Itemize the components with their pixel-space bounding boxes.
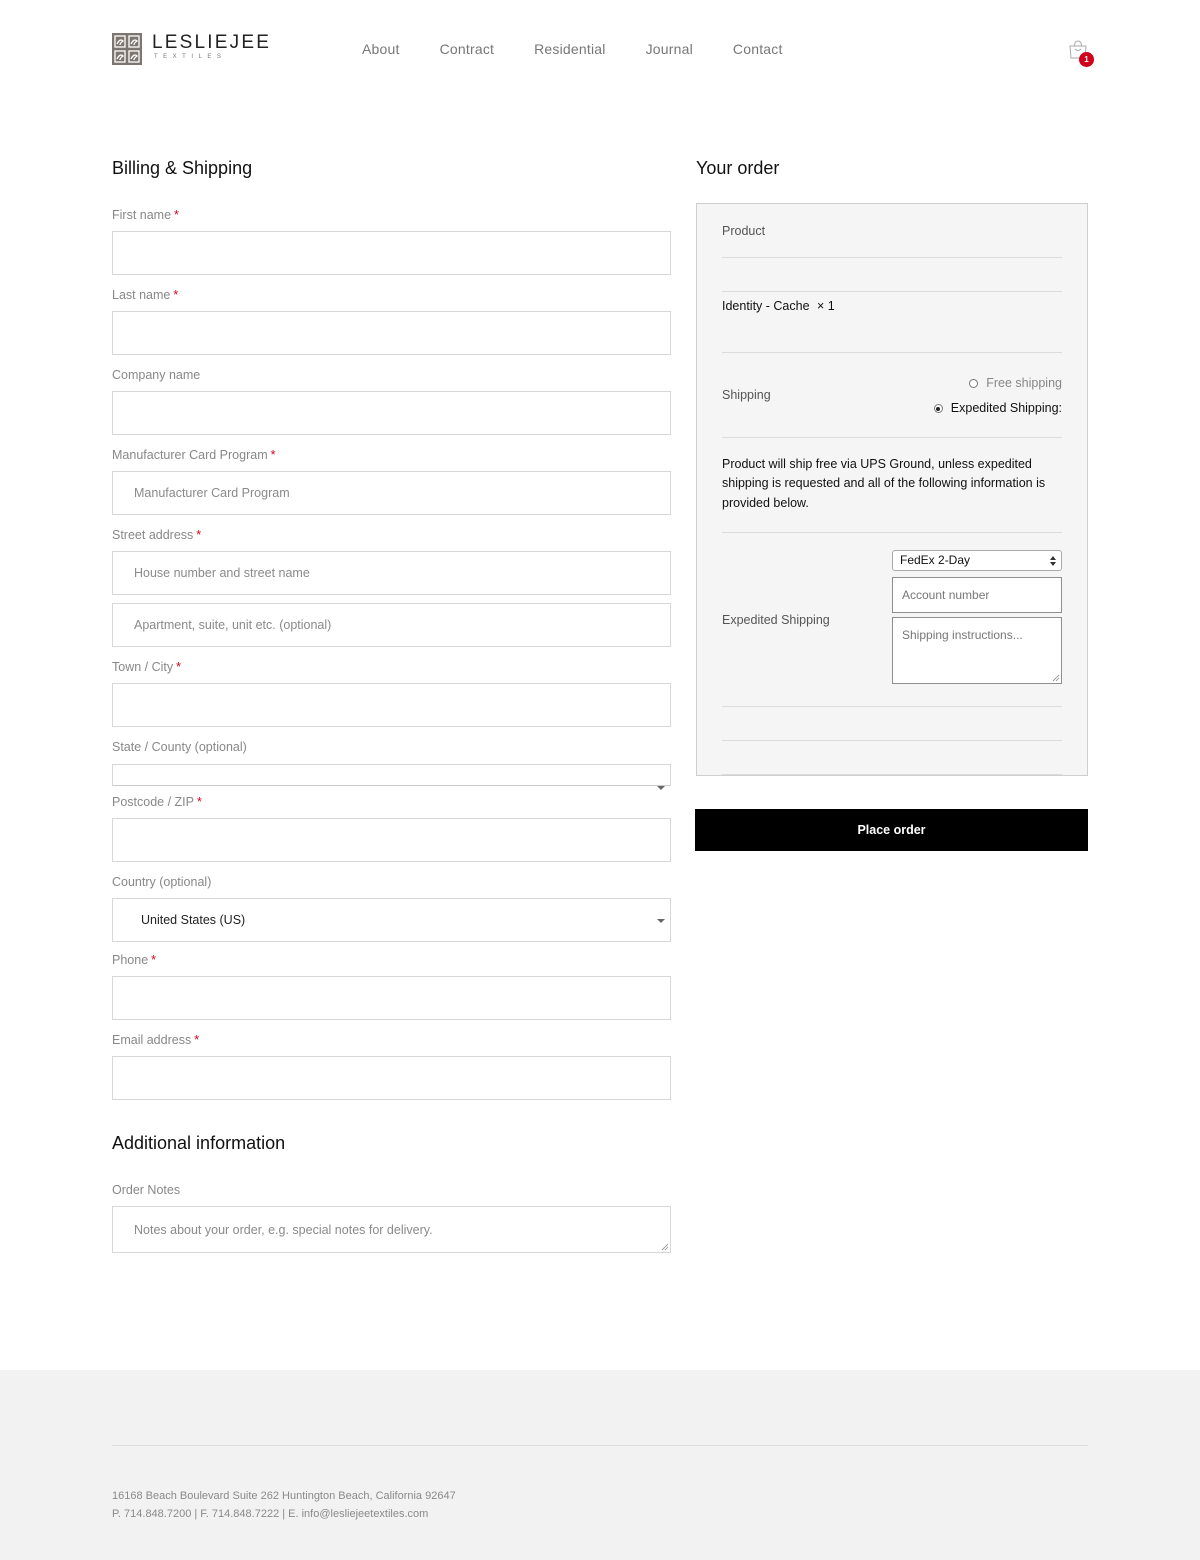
city-input[interactable] bbox=[112, 683, 671, 727]
shipping-notice: Product will ship free via UPS Ground, unless expedited shipping is requested and all of the following information is provided below. bbox=[722, 457, 1046, 510]
order-notes-placeholder: Notes about your order, e.g. special notes for delivery. bbox=[134, 1222, 433, 1237]
required-mark: * bbox=[196, 795, 202, 809]
country-value: United States (US) bbox=[141, 913, 246, 927]
postcode-input[interactable] bbox=[112, 818, 671, 862]
free-shipping-option[interactable] bbox=[969, 375, 1062, 391]
email-input[interactable] bbox=[112, 1056, 671, 1100]
carrier-select[interactable] bbox=[892, 550, 1062, 571]
item-quantity: × 1 bbox=[817, 299, 835, 313]
account-number-input[interactable]: Account number bbox=[892, 577, 1062, 613]
cart-button[interactable] bbox=[1068, 40, 1096, 68]
divider bbox=[722, 291, 1062, 292]
country-select[interactable] bbox=[112, 898, 671, 942]
required-mark: * bbox=[270, 448, 276, 462]
shipping-instructions-placeholder: Shipping instructions... bbox=[902, 628, 1023, 642]
order-notes-textarea[interactable] bbox=[112, 1206, 671, 1253]
footer-divider bbox=[112, 1445, 1088, 1446]
mcp-label-text: Manufacturer Card Program bbox=[112, 448, 268, 462]
street-address-1-input[interactable]: House number and street name bbox=[112, 551, 671, 595]
radio-free-shipping[interactable] bbox=[969, 379, 978, 388]
nav-about[interactable]: About bbox=[362, 41, 400, 57]
shipping-instructions-textarea[interactable] bbox=[892, 617, 1062, 684]
site-footer bbox=[0, 1370, 1200, 1560]
state-select[interactable] bbox=[112, 764, 671, 786]
phone-input[interactable] bbox=[112, 976, 671, 1020]
required-mark: * bbox=[194, 1033, 200, 1047]
expedited-shipping-label: Expedited Shipping bbox=[722, 613, 830, 627]
divider bbox=[722, 532, 1062, 533]
first-name-input[interactable] bbox=[112, 231, 671, 275]
email-label bbox=[112, 1032, 199, 1048]
postcode-label-text: Postcode / ZIP bbox=[112, 795, 194, 809]
last-name-input[interactable] bbox=[112, 311, 671, 355]
required-mark: * bbox=[196, 528, 202, 542]
required-mark: * bbox=[176, 660, 182, 674]
order-notes-label: Order Notes bbox=[112, 1183, 181, 1197]
nav-journal[interactable]: Journal bbox=[645, 41, 693, 57]
shipping-label: Shipping bbox=[722, 388, 771, 402]
email-label-text: Email address bbox=[112, 1033, 192, 1047]
order-item bbox=[722, 298, 835, 314]
footer-address: 16168 Beach Boulevard Suite 262 Huntington Beach, California 92647 bbox=[112, 1490, 456, 1502]
divider bbox=[722, 352, 1062, 353]
street-label bbox=[112, 527, 201, 543]
last-name-label-text: Last name bbox=[112, 288, 171, 302]
divider bbox=[722, 257, 1062, 258]
place-order-button[interactable]: Place order bbox=[695, 809, 1088, 851]
nav-contact[interactable]: Contact bbox=[732, 41, 783, 57]
mcp-label bbox=[112, 447, 276, 463]
resize-handle-icon[interactable] bbox=[661, 1243, 669, 1251]
cart-count-badge: 1 bbox=[1079, 52, 1094, 67]
main-nav bbox=[362, 40, 823, 58]
billing-section bbox=[112, 155, 671, 1237]
select-arrows-icon bbox=[1050, 555, 1056, 567]
logo-wordmark bbox=[152, 33, 271, 61]
phone-label-text: Phone bbox=[112, 953, 149, 967]
nav-contract[interactable]: Contract bbox=[439, 41, 495, 57]
logo-subtitle: TEXTILES bbox=[154, 54, 227, 60]
logo-name: LESLIEJEE bbox=[152, 32, 272, 53]
chevron-down-icon bbox=[657, 919, 665, 923]
order-review-panel bbox=[696, 203, 1088, 776]
product-column-header: Product bbox=[722, 224, 766, 238]
company-label: Company name bbox=[112, 368, 201, 382]
city-label bbox=[112, 659, 181, 675]
footer-contact: P. 714.848.7200 | F. 714.848.7222 | E. info@lesliejeetextiles.com bbox=[112, 1508, 429, 1520]
order-title: Your order bbox=[696, 158, 780, 178]
expedited-shipping-option[interactable] bbox=[934, 400, 1062, 416]
country-label: Country (optional) bbox=[112, 875, 212, 889]
site-header bbox=[0, 0, 1200, 100]
resize-handle-icon[interactable] bbox=[1052, 674, 1060, 682]
last-name-label bbox=[112, 287, 178, 303]
divider bbox=[722, 774, 1062, 775]
required-mark: * bbox=[173, 288, 179, 302]
mcp-input[interactable]: Manufacturer Card Program bbox=[112, 471, 671, 515]
required-mark: * bbox=[174, 208, 179, 222]
expedited-shipping-text: Expedited Shipping: bbox=[950, 401, 1062, 415]
company-input[interactable] bbox=[112, 391, 671, 435]
required-mark: * bbox=[151, 953, 157, 967]
chevron-down-icon bbox=[657, 786, 665, 790]
divider bbox=[722, 740, 1062, 741]
billing-title: Billing & Shipping bbox=[112, 158, 253, 178]
divider bbox=[722, 437, 1062, 438]
nav-residential[interactable]: Residential bbox=[534, 41, 606, 57]
carrier-value: FedEx 2-Day bbox=[900, 553, 971, 567]
logo-mark-icon bbox=[112, 33, 142, 65]
first-name-label-text: First name bbox=[112, 208, 172, 222]
free-shipping-text: Free shipping bbox=[986, 376, 1062, 390]
street-label-text: Street address bbox=[112, 528, 194, 542]
divider bbox=[722, 706, 1062, 707]
radio-expedited-shipping[interactable] bbox=[934, 404, 943, 413]
first-name-label bbox=[112, 207, 179, 223]
item-name: Identity - Cache bbox=[722, 299, 810, 313]
street-address-2-input[interactable]: Apartment, suite, unit etc. (optional) bbox=[112, 603, 671, 647]
postcode-label bbox=[112, 794, 202, 810]
brand-logo[interactable] bbox=[112, 33, 271, 65]
phone-label bbox=[112, 952, 156, 968]
additional-info-title: Additional information bbox=[112, 1133, 286, 1153]
city-label-text: Town / City bbox=[112, 660, 174, 674]
state-label: State / County (optional) bbox=[112, 740, 247, 754]
